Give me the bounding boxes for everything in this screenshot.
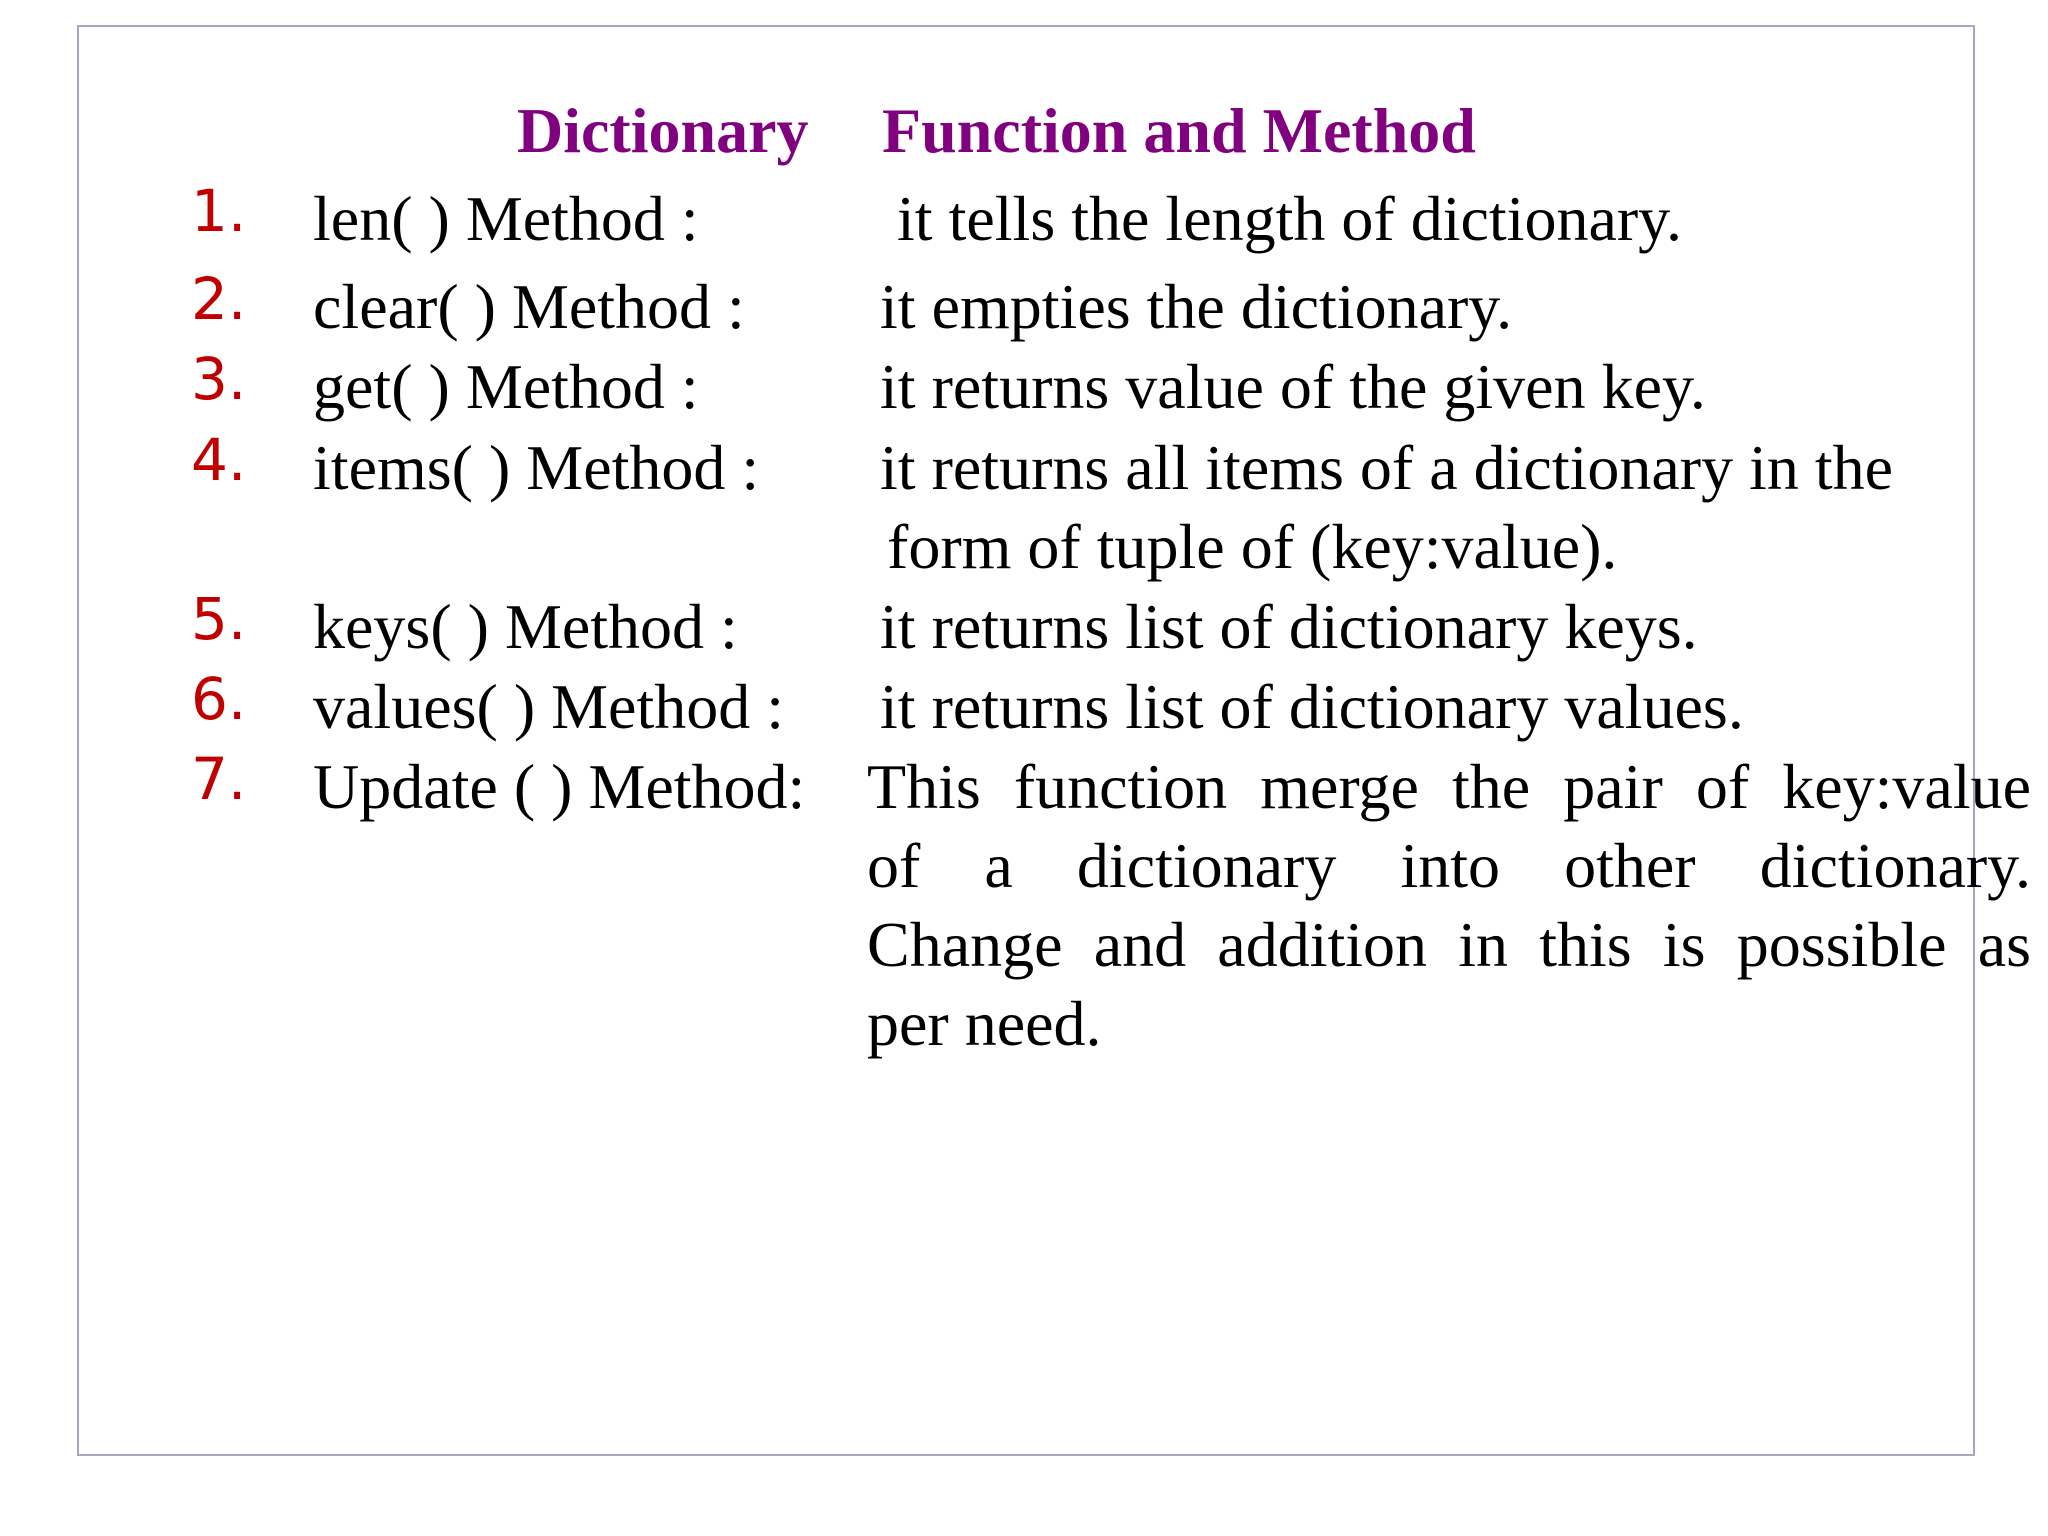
- item-number: 4.: [191, 426, 247, 494]
- item-description: it tells the length of dictionary.: [897, 183, 1682, 254]
- item-description: it returns list of dictionary keys.: [880, 591, 1698, 662]
- item-description: it empties the dictionary.: [880, 271, 1513, 342]
- item-description: This function merge the pair of key:value: [867, 751, 2031, 822]
- item-method: Update ( ) Method:: [313, 751, 806, 822]
- item-method: keys( ) Method :: [313, 591, 738, 662]
- item-description: it returns all items of a dictionary in the: [880, 432, 1894, 503]
- item-number: 3.: [191, 345, 247, 413]
- item-number: 1.: [191, 177, 247, 245]
- item-description-continuation: of a dictionary into other dictionary.: [867, 830, 2031, 901]
- item-method: get( ) Method :: [313, 351, 699, 422]
- item-description-continuation: form of tuple of (key:value).: [887, 511, 1618, 582]
- item-description-continuation: Change and addition in this is possible as: [867, 909, 2031, 980]
- slide-title-function-and-method: Function and Method: [882, 95, 1476, 166]
- item-method: clear( ) Method :: [313, 271, 745, 342]
- slide: [77, 25, 2031, 1456]
- item-number: 6.: [191, 665, 247, 733]
- item-number: 5.: [191, 585, 247, 653]
- item-description: it returns list of dictionary values.: [880, 671, 1744, 742]
- slide-title-dictionary: Dictionary: [517, 95, 809, 166]
- item-number: 7.: [191, 745, 247, 813]
- item-method: len( ) Method :: [313, 183, 699, 254]
- item-method: items( ) Method :: [313, 432, 760, 503]
- item-number: 2.: [191, 265, 247, 333]
- item-description-continuation: per need.: [867, 988, 1102, 1059]
- item-description: it returns value of the given key.: [880, 351, 1706, 422]
- item-method: values( ) Method :: [313, 671, 784, 742]
